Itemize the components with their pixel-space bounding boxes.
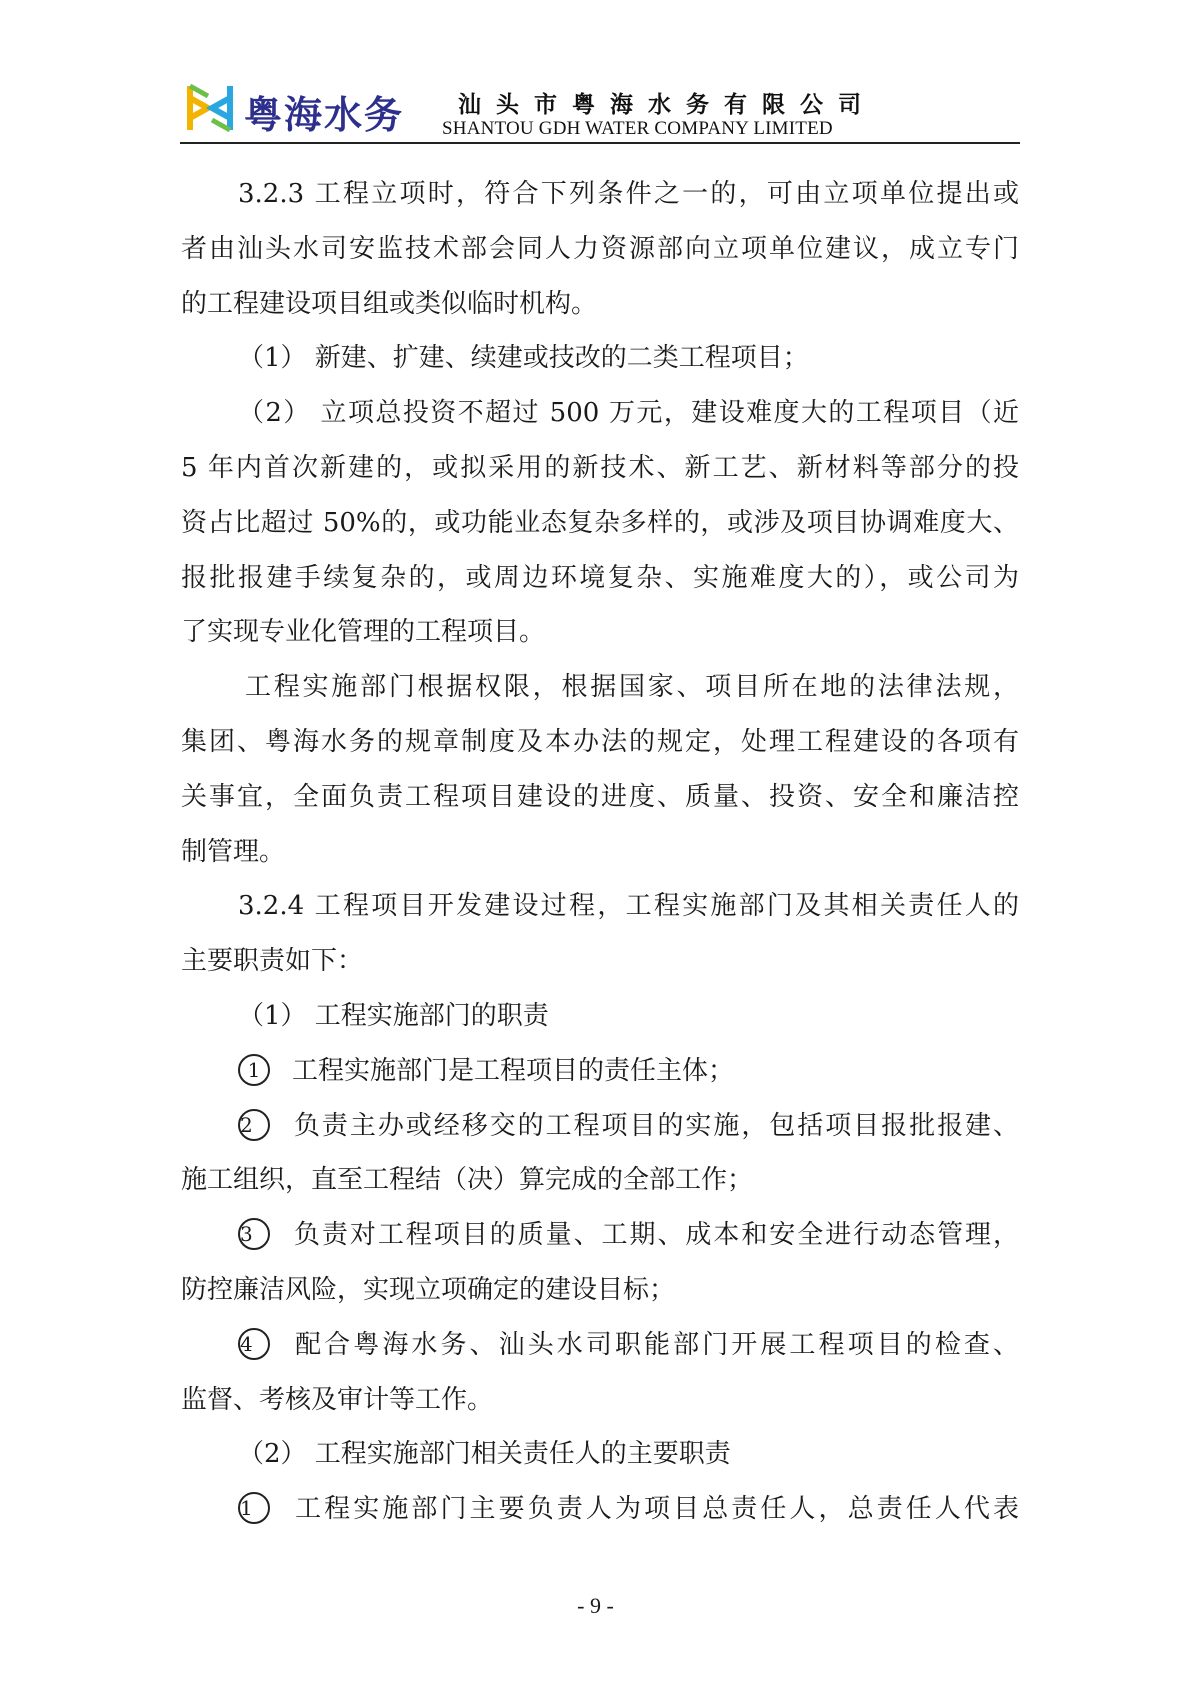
paragraph-line <box>181 605 1019 660</box>
letterhead <box>180 78 1020 144</box>
line-text: （2） 工程实施部门相关责任人的主要职责 <box>238 1439 731 1470</box>
paragraph-line <box>181 222 1019 277</box>
paragraph-line <box>181 1482 1019 1537</box>
paragraph-line <box>181 1318 1019 1373</box>
document-body <box>181 167 1019 1537</box>
paragraph-line <box>181 1153 1019 1208</box>
paragraph-line <box>181 386 1019 441</box>
line-text: （2） 立项总投资不超过 500 万元，建设难度大的工程项目（近 <box>238 398 1019 429</box>
paragraph-line <box>181 551 1019 606</box>
line-text: 工程实施部门根据权限，根据国家、项目所在地的法律法规， <box>245 672 1019 703</box>
line-text: 施工组织，直至工程结（决）算完成的全部工作； <box>181 1165 754 1196</box>
paragraph-line <box>181 825 1019 880</box>
paragraph-line <box>181 277 1019 332</box>
line-text: 主要职责如下： <box>181 946 364 977</box>
logo-wordmark: 粤海水务 <box>244 93 405 137</box>
line-text: 3.2.4 工程项目开发建设过程，工程实施部门及其相关责任人的 <box>238 891 1019 922</box>
paragraph-line <box>181 879 1019 934</box>
paragraph-line <box>181 1263 1019 1318</box>
header-divider <box>180 142 1020 144</box>
company-name-english: SHANTOU GDH WATER COMPANY LIMITED <box>442 118 833 139</box>
line-text: 防控廉洁风险，实现立项确定的建设目标； <box>181 1274 676 1305</box>
paragraph-line <box>181 1427 1019 1482</box>
paragraph-line <box>181 1099 1019 1154</box>
paragraph-line <box>181 441 1019 496</box>
page-number: - 9 - <box>577 1593 614 1618</box>
paragraph-line <box>181 660 1019 715</box>
line-text: 关事宜，全面负责工程项目建设的进度、质量、投资、安全和廉洁控 <box>181 781 1019 812</box>
circled-number-marker: 3 <box>238 1218 270 1250</box>
circled-number-marker: 4 <box>238 1328 270 1360</box>
company-name-chinese: 汕头市粤海水务有限公司 <box>458 92 876 118</box>
paragraph-line <box>181 496 1019 551</box>
circled-number-marker: 2 <box>238 1109 270 1141</box>
line-text: 监督、考核及审计等工作。 <box>181 1384 494 1415</box>
line-text: 工程实施部门主要负责人为项目总责任人，总责任人代表 <box>292 1494 1019 1525</box>
paragraph-line <box>181 770 1019 825</box>
paragraph-line <box>181 1373 1019 1428</box>
company-logo-icon <box>186 80 234 136</box>
paragraph-line <box>181 715 1019 770</box>
paragraph-line <box>181 1208 1019 1263</box>
line-text: 负责主办或经移交的工程项目的实施，包括项目报批报建、 <box>292 1110 1019 1141</box>
line-text: 3.2.3 工程立项时，符合下列条件之一的，可由立项单位提出或 <box>238 179 1019 209</box>
line-text: 5 年内首次新建的，或拟采用的新技术、新工艺、新材料等部分的投 <box>181 452 1019 483</box>
paragraph-line <box>181 934 1019 989</box>
line-text: 负责对工程项目的质量、工期、成本和安全进行动态管理， <box>292 1220 1019 1251</box>
line-text: 配合粤海水务、汕头水司职能部门开展工程项目的检查、 <box>292 1329 1019 1360</box>
line-text: 制管理。 <box>181 836 286 867</box>
line-text: 工程实施部门是工程项目的责任主体； <box>292 1055 735 1086</box>
line-text: 的工程建设项目组或类似临时机构。 <box>181 288 598 319</box>
line-text: 者由汕头水司安监技术部会同人力资源部向立项单位建议，成立专门 <box>181 233 1019 264</box>
paragraph-line <box>181 1044 1019 1099</box>
circled-number-marker: 1 <box>238 1054 270 1086</box>
line-text: 报批报建手续复杂的，或周边环境复杂、实施难度大的），或公司为 <box>181 562 1019 593</box>
paragraph-line <box>181 989 1019 1044</box>
circled-number-marker: 1 <box>238 1492 270 1524</box>
line-text: 集团、粤海水务的规章制度及本办法的规定，处理工程建设的各项有 <box>181 726 1019 757</box>
line-text: 了实现专业化管理的工程项目。 <box>181 617 546 648</box>
line-text: 资占比超过 50%的，或功能业态复杂多样的，或涉及项目协调难度大、 <box>181 507 1019 538</box>
paragraph-line <box>181 167 1019 222</box>
paragraph-line <box>181 331 1019 386</box>
line-text: （1） 新建、扩建、续建或技改的二类工程项目； <box>238 343 809 374</box>
line-text: （1） 工程实施部门的职责 <box>238 1000 549 1031</box>
